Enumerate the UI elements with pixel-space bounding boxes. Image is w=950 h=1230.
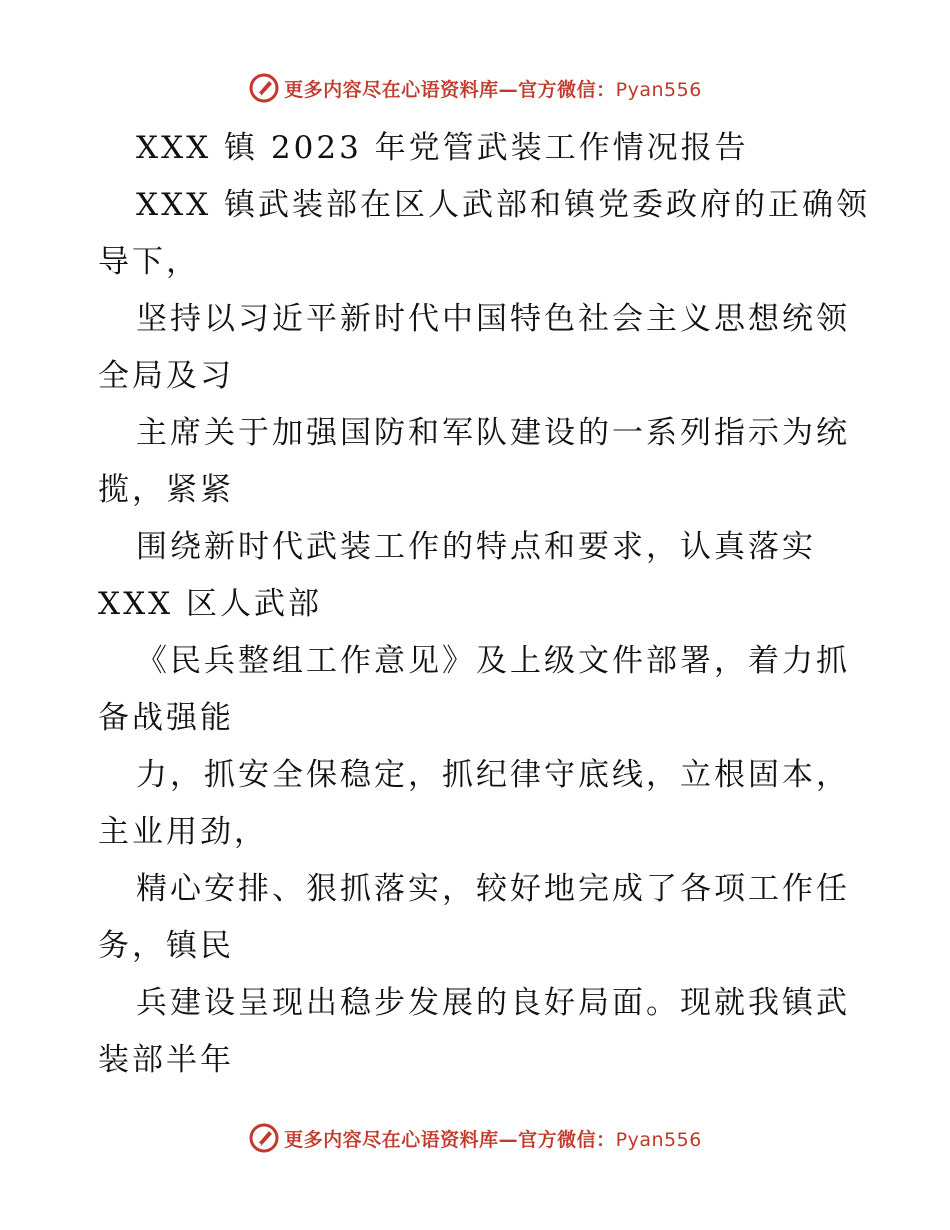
text-line: 兵建设呈现出稳步发展的良好局面。现就我镇武 [136,985,850,1021]
text-line: XXX 镇武装部在区人武部和镇党委政府的正确领 [136,187,871,223]
text-line: 揽，紧紧 [98,472,234,508]
text-line: XXX 镇 2023 年党管武装工作情况报告 [136,130,749,166]
text-line: 务，镇民 [98,928,234,964]
wechat-id: Pyan556 [615,78,702,101]
text-line: XXX 区人武部 [98,586,323,622]
text-line: 全局及习 [98,358,234,394]
header-banner [0,72,950,104]
banner-text: 更多内容尽在心语资料库—官方微信：Pyan556 [284,78,702,101]
text-line: 坚持以习近平新时代中国特色社会主义思想统领 [136,301,850,337]
text-line: 备战强能 [98,700,234,736]
pen-logo-icon [248,72,280,104]
text-line: 主业用劲， [98,814,268,850]
banner-text: 更多内容尽在心语资料库—官方微信：Pyan556 [284,1128,702,1151]
text-line: 力，抓安全保稳定，抓纪律守底线，立根固本， [136,757,850,793]
text-line: 主席关于加强国防和军队建设的一系列指示为统 [136,415,850,451]
pen-logo-icon [248,1122,280,1154]
footer-banner [0,1122,950,1154]
document-body [98,120,871,1089]
text-line: 《民兵整组工作意见》及上级文件部署，着力抓 [136,643,850,679]
text-line: 装部半年 [98,1042,234,1078]
text-line: 围绕新时代武装工作的特点和要求，认真落实 [136,529,816,565]
text-line: 精心安排、狠抓落实，较好地完成了各项工作任 [136,871,850,907]
wechat-id: Pyan556 [615,1128,702,1151]
text-line: 导下， [98,244,200,280]
